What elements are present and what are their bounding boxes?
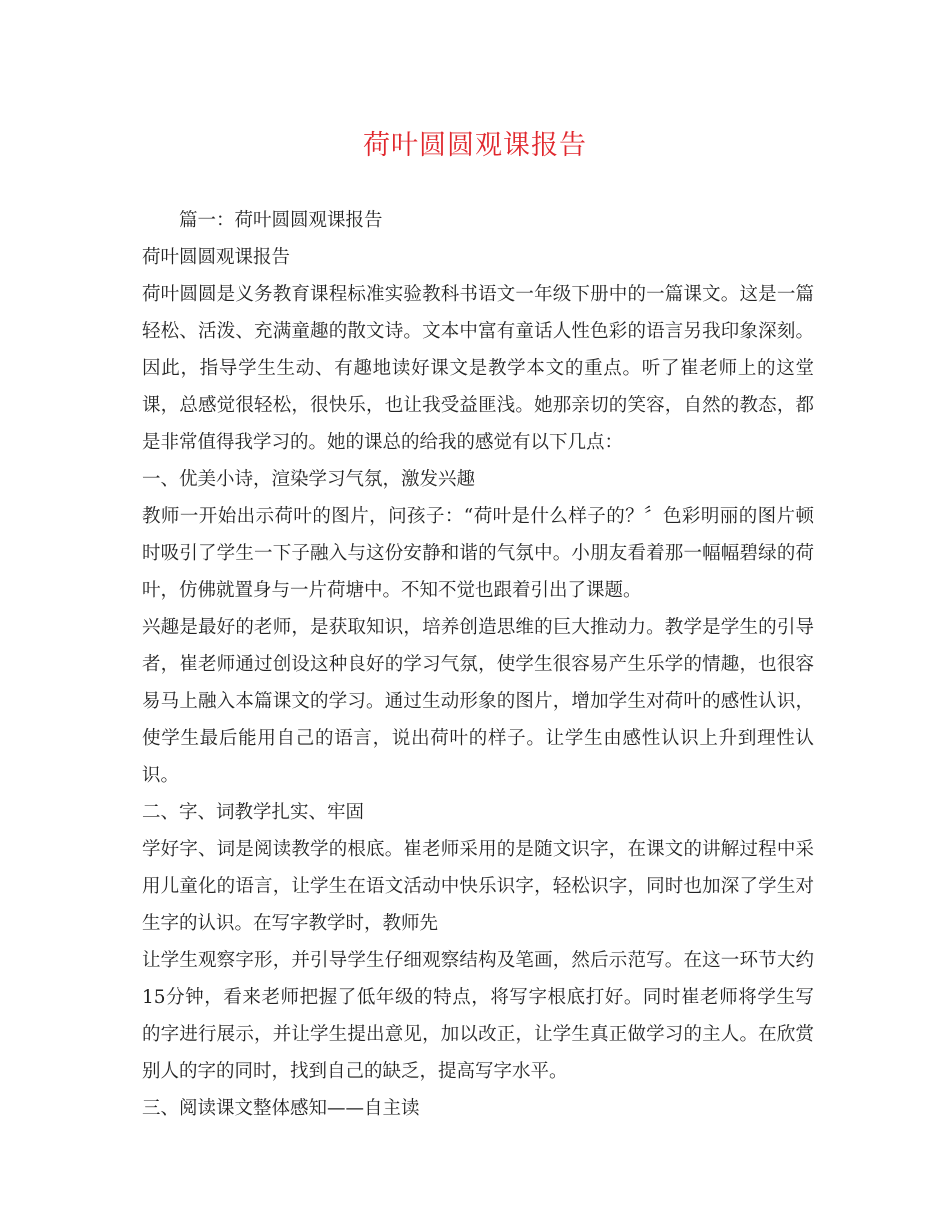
paragraph-line: 让学生观察字形，并引导学生仔细观察结构及笔画，然后示范写。在这一环节大约 bbox=[142, 950, 814, 971]
paragraph-line: 是非常值得我学习的。她的课总的给我的感觉有以下几点： bbox=[142, 432, 624, 453]
paragraph-line: 者，崔老师通过创设这种良好的学习气氛，使学生很容易产生乐学的情趣，也很容 bbox=[142, 654, 814, 675]
paragraph-line: 课，总感觉很轻松，很快乐，也让我受益匪浅。她那亲切的笑容，自然的教态，都 bbox=[142, 395, 814, 416]
paragraph-line: 兴趣是最好的老师，是获取知识，培养创造思维的巨大推动力。教学是学生的引导 bbox=[142, 617, 814, 638]
paragraph-line: 学好字、词是阅读教学的根底。崔老师采用的是随文识字，在课文的讲解过程中采 bbox=[142, 839, 814, 860]
paragraph-line: 别人的字的同时，找到自己的缺乏，提高写字水平。 bbox=[142, 1061, 568, 1082]
document-title: 荷叶圆圆观课报告 bbox=[363, 130, 587, 161]
paragraph-line: 轻松、活泼、充满童趣的散文诗。文本中富有童话人性色彩的语言另我印象深刻。 bbox=[142, 321, 814, 342]
paragraph-line: 15分钟，看来老师把握了低年级的特点，将写字根底打好。同时崔老师将学生写 bbox=[142, 987, 814, 1008]
document-body bbox=[142, 202, 814, 1127]
paragraph-line: 叶，仿佛就置身与一片荷塘中。不知不觉也跟着引出了课题。 bbox=[142, 580, 642, 601]
subheading: 荷叶圆圆观课报告 bbox=[142, 247, 291, 268]
paragraph-line: 使学生最后能用自己的语言，说出荷叶的样子。让学生由感性认识上升到理性认 bbox=[142, 728, 814, 749]
paragraph-line: 荷叶圆圆是义务教育课程标准实验教科书语文一年级下册中的一篇课文。这是一篇 bbox=[142, 284, 814, 305]
paragraph-line: 用儿童化的语言，让学生在语文活动中快乐识字，轻松识字，同时也加深了学生对 bbox=[142, 876, 814, 897]
paragraph-line: 识。 bbox=[142, 765, 180, 786]
paragraph-line: 因此，指导学生生动、有趣地读好课文是教学本文的重点。听了崔老师上的这堂 bbox=[142, 358, 814, 379]
section-heading: 一、优美小诗，渲染学习气氛，激发兴趣 bbox=[142, 469, 476, 490]
section-heading: 三、阅读课文整体感知——自主读 bbox=[142, 1098, 420, 1119]
paragraph-line: 的字进行展示，并让学生提出意见，加以改正，让学生真正做学习的主人。在欣赏 bbox=[142, 1024, 814, 1045]
paragraph-line: 生字的认识。在写字教学时，教师先 bbox=[142, 913, 439, 934]
paragraph-line: 教师一开始出示荷叶的图片，问孩子：“荷叶是什么样子的？〞色彩明丽的图片顿 bbox=[142, 506, 814, 527]
paragraph-line: 易马上融入本篇课文的学习。通过生动形象的图片，增加学生对荷叶的感性认识， bbox=[142, 691, 814, 712]
section-label: 篇一：荷叶圆圆观课报告 bbox=[179, 210, 383, 231]
paragraph-line: 时吸引了学生一下子融入与这份安静和谐的气氛中。小朋友看着那一幅幅碧绿的荷 bbox=[142, 543, 814, 564]
section-heading: 二、字、词教学扎实、牢固 bbox=[142, 802, 365, 823]
